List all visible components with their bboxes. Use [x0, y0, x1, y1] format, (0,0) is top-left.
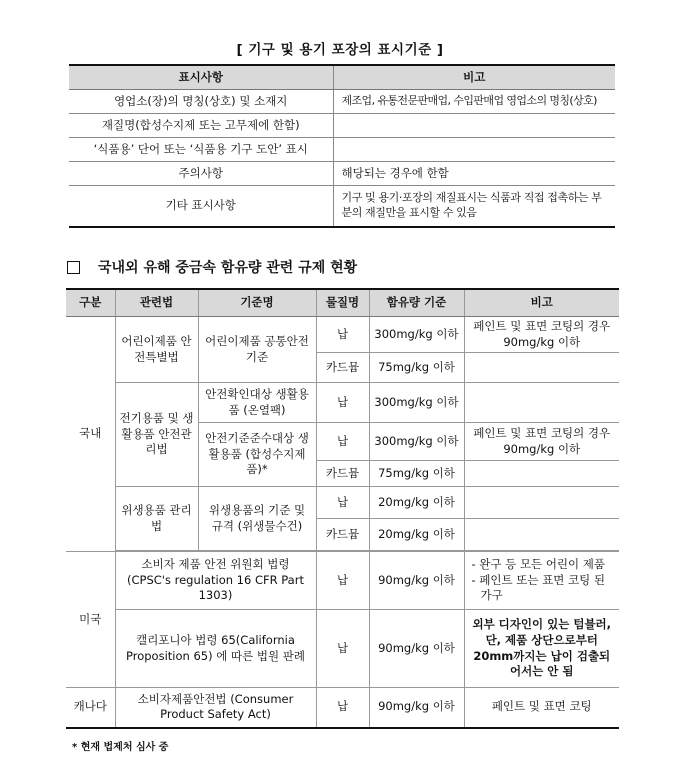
limit-value: 20mg/kg 이하 — [369, 487, 464, 519]
note-empty — [464, 353, 619, 383]
note-cpsc-item: - 완구 등 모든 어린이 제품 — [471, 557, 606, 572]
law-kids: 어린이제품 안전특별법 — [115, 317, 198, 383]
law-cpsc: 소비자 제품 안전 위원회 법령 (CPSC's regulation 16 CFR Part 1303) — [115, 552, 316, 610]
note-paint: 페인트 및 표면 코팅의 경우 90mg/kg 이하 — [464, 423, 619, 461]
limit-value: 300mg/kg 이하 — [369, 423, 464, 461]
limit-value: 90mg/kg 이하 — [369, 610, 464, 688]
heavy-metal-regulation-table — [66, 288, 619, 729]
header-category: 구분 — [66, 289, 115, 317]
header-item: 표시사항 — [69, 65, 333, 90]
substance-lead: 납 — [316, 423, 369, 461]
table-row — [66, 610, 619, 688]
table-row — [66, 317, 619, 353]
section-heading — [67, 257, 357, 277]
limit-value: 20mg/kg 이하 — [369, 519, 464, 551]
row-note: 해당되는 경우에 한함 — [333, 162, 615, 186]
region-canada: 캐나다 — [66, 688, 115, 728]
table-row — [69, 90, 615, 114]
note-canada: 페인트 및 표면 코팅 — [464, 688, 619, 728]
substance-lead: 납 — [316, 610, 369, 688]
substance-lead: 납 — [316, 552, 369, 610]
row-item: 재질명(합성수지제 또는 고무제에 한함) — [69, 114, 333, 138]
limit-value: 300mg/kg 이하 — [369, 383, 464, 423]
standard-kids-common: 어린이제품 공통안전기준 — [198, 317, 316, 383]
table-row — [66, 552, 619, 610]
table-row — [66, 487, 619, 519]
header-standard: 기준명 — [198, 289, 316, 317]
limit-value: 90mg/kg 이하 — [369, 688, 464, 728]
standard-safety-std: 안전기준준수대상 생활용품 (합성수지제품)* — [198, 423, 316, 487]
note-empty — [464, 383, 619, 423]
limit-value: 300mg/kg 이하 — [369, 317, 464, 353]
law-california: 캘리포니아 법령 65(California Proposition 65) 에 따른 법원 판례 — [115, 610, 316, 688]
note-california: 외부 디자인이 있는 텀블러, 단, 제품 상단으로부터 20mm까지는 납이 검출되어서는 안 됨 — [464, 610, 619, 688]
law-electric: 전기용품 및 생활용품 안전관리법 — [115, 383, 198, 487]
note-empty — [464, 519, 619, 551]
table-header-row — [69, 65, 615, 90]
law-hygiene: 위생용품 관리법 — [115, 487, 198, 551]
substance-cadmium: 카드뮴 — [316, 519, 369, 551]
header-note: 비고 — [333, 65, 615, 90]
region-usa: 미국 — [66, 552, 115, 688]
row-note: 제조업, 유통전문판매업, 수입판매업 영업소의 명칭(상호) — [333, 90, 615, 114]
table-row — [69, 186, 615, 228]
header-limit: 함유량 기준 — [369, 289, 464, 317]
footnote: * 현재 법제처 심사 중 — [72, 742, 169, 753]
row-item: 영업소(장)의 명칭(상호) 및 소재지 — [69, 90, 333, 114]
note-empty — [464, 461, 619, 487]
substance-lead: 납 — [316, 383, 369, 423]
table-row — [69, 114, 615, 138]
note-cpsc-item: - 페인트 또는 표면 코팅 된 가구 — [471, 572, 606, 603]
table1-title: [ 기구 및 용기 포장의 표시기준 ] — [236, 42, 444, 58]
table-row — [66, 383, 619, 423]
row-item: ‘식품용’ 단어 또는 ‘식품용 기구 도안’ 표시 — [69, 138, 333, 162]
standard-hygiene: 위생용품의 기준 및 규격 (위생물수건) — [198, 487, 316, 551]
note-empty — [464, 487, 619, 519]
row-note — [333, 114, 615, 138]
substance-cadmium: 카드뮴 — [316, 353, 369, 383]
standard-safety-check: 안전확인대상 생활용품 (온열팩) — [198, 383, 316, 423]
table-row — [69, 162, 615, 186]
region-domestic: 국내 — [66, 317, 115, 552]
header-substance: 물질명 — [316, 289, 369, 317]
law-canada: 소비자제품안전법 (Consumer Product Safety Act) — [115, 688, 316, 728]
limit-value: 75mg/kg 이하 — [369, 461, 464, 487]
section-heading-text: 국내외 유해 중금속 함유량 관련 규제 현황 — [98, 260, 358, 276]
limit-value: 75mg/kg 이하 — [369, 353, 464, 383]
header-note: 비고 — [464, 289, 619, 317]
table-header-row — [66, 289, 619, 317]
row-note: 기구 및 용기·포장의 재질표시는 식품과 직접 접촉하는 부분의 재질만을 표시할 수 있음 — [333, 186, 615, 228]
labeling-standard-table — [69, 64, 615, 228]
limit-value: 90mg/kg 이하 — [369, 552, 464, 610]
substance-lead: 납 — [316, 688, 369, 728]
substance-lead: 납 — [316, 317, 369, 353]
row-note — [333, 138, 615, 162]
table-row — [69, 138, 615, 162]
substance-lead: 납 — [316, 487, 369, 519]
substance-cadmium: 카드뮴 — [316, 461, 369, 487]
note-cpsc — [464, 552, 619, 610]
note-paint: 페인트 및 표면 코팅의 경우 90mg/kg 이하 — [464, 317, 619, 353]
header-law: 관련법 — [115, 289, 198, 317]
row-item: 기타 표시사항 — [69, 186, 333, 228]
row-item: 주의사항 — [69, 162, 333, 186]
table-row — [66, 688, 619, 728]
checkbox-square-icon — [67, 261, 80, 274]
